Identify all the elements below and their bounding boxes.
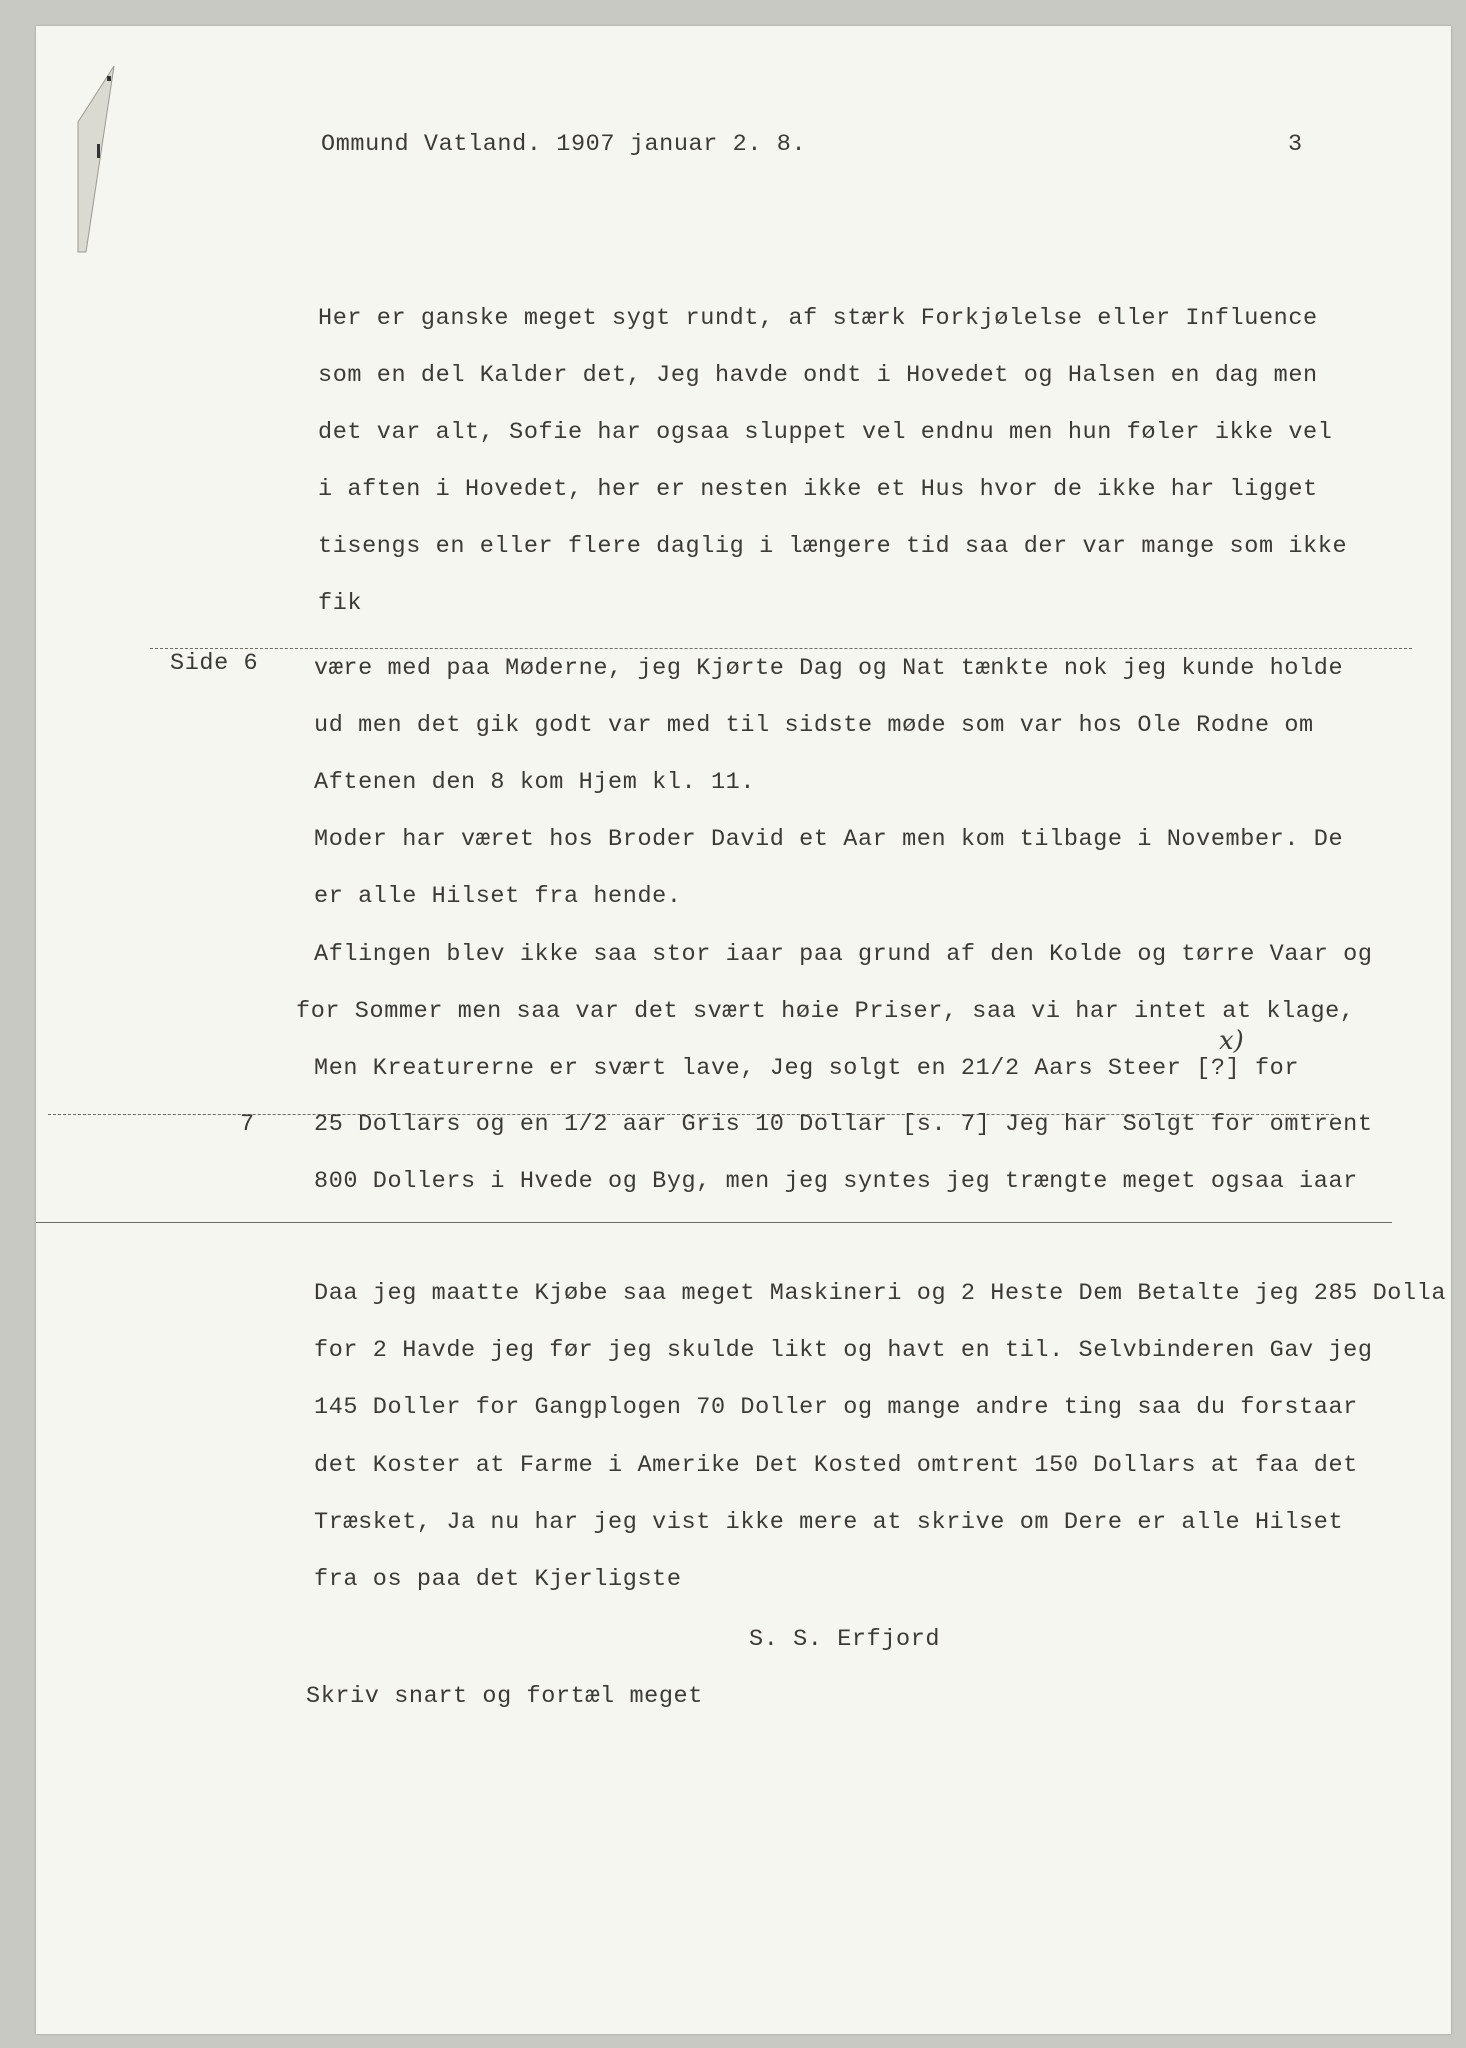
page-number: 3 [1288,131,1303,158]
text-line: Moder har været hos Broder David et Aar men kom tilbage i November. De [314,826,1344,853]
text-line: Her er ganske meget sygt rundt, af stærk Forkjølelse eller Influence [318,305,1318,332]
section-divider [36,1222,1392,1223]
text-line: 800 Dollers i Hvede og Byg, men jeg syntes jeg trængte meget ogsaa iaar [314,1168,1358,1195]
text-line: tisengs en eller flere daglig i længere tid saa der var mange som ikke [318,533,1348,560]
margin-label: 7 [240,1111,255,1138]
text-line: Aflingen blev ikke saa stor iaar paa grund af den Kolde og tørre Vaar og [314,941,1373,968]
handwritten-annotation: x) [1219,1026,1244,1056]
text-line: fra os paa det Kjerligste [314,1566,682,1593]
signature: S. S. Erfjord [749,1626,941,1653]
text-line: fik [318,590,363,617]
text-line: Daa jeg maatte Kjøbe saa meget Maskineri og 2 Heste Dem Betalte jeg 285 Dolla [314,1280,1447,1307]
text-line: er alle Hilset fra hende. [314,883,682,910]
text-line: det Koster at Farme i Amerike Det Kosted omtrent 150 Dollars at faa det [314,1452,1358,1479]
text-line: Men Kreaturerne er svært lave, Jeg solgt en 21/2 Aars Steer [?] for [314,1055,1300,1082]
text-line: 145 Doller for Gangplogen 70 Doller og mange andre ting saa du forstaar [314,1394,1358,1421]
text-line: 25 Dollars og en 1/2 aar Gris 10 Dollar [s. 7] Jeg har Solgt for omtrent [314,1111,1373,1138]
text-line: for 2 Havde jeg før jeg skulde likt og havt en til. Selvbinderen Gav jeg [314,1337,1373,1364]
document-page [36,26,1451,2034]
document-header-title: Ommund Vatland. 1907 januar 2. 8. [321,131,807,158]
text-line: det var alt, Sofie har ogsaa sluppet vel endnu men hun føler ikke vel [318,419,1333,446]
text-line: for Sommer men saa var det svært høie Priser, saa vi har intet at klage, [296,998,1355,1025]
text-line: i aften i Hovedet, her er nesten ikke et Hus hvor de ikke har ligget [318,476,1318,503]
page-fold-mark [76,62,136,262]
postscript: Skriv snart og fortæl meget [306,1683,703,1710]
text-line: som en del Kalder det, Jeg havde ondt i Hovedet og Halsen en dag men [318,362,1318,389]
text-line: Træsket, Ja nu har jeg vist ikke mere at skrive om Dere er alle Hilset [314,1509,1344,1536]
section-divider [150,648,1412,649]
margin-label: Side 6 [170,650,259,677]
text-line: være med paa Møderne, jeg Kjørte Dag og Nat tænkte nok jeg kunde holde [314,655,1344,682]
text-line: Aftenen den 8 kom Hjem kl. 11. [314,769,756,796]
text-line: ud men det gik godt var med til sidste møde som var hos Ole Rodne om [314,712,1314,739]
